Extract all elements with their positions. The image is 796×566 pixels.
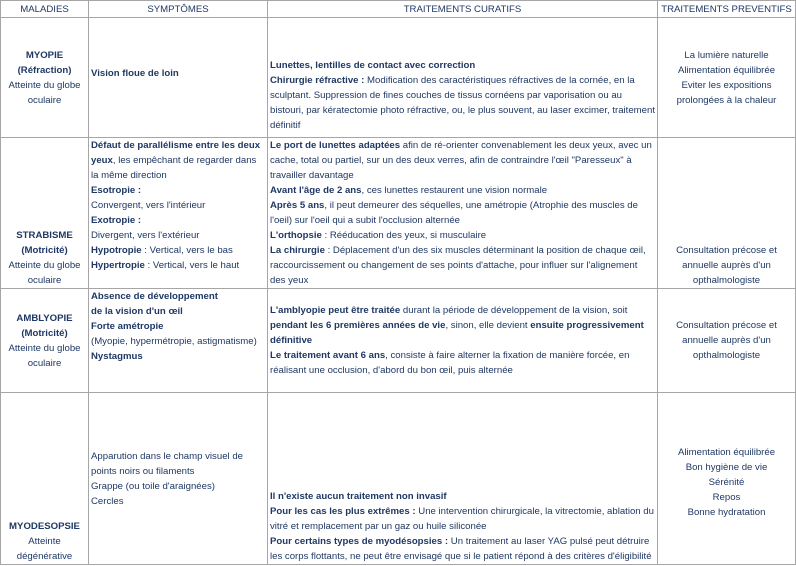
curatif-text: L'amblyopie peut être traitée bbox=[270, 305, 401, 316]
preventif-item: opthalmologiste bbox=[692, 350, 761, 361]
preventifs-cell bbox=[658, 138, 796, 289]
preventif-item: Bonne hydratation bbox=[687, 507, 766, 518]
symptome-text: Grappe (ou toile d'araignées) bbox=[91, 481, 215, 492]
curatif-text: , il peut demeurer des séquelles, une amétropie (Atrophie des muscles de l'oeil) sur l'oeil qui a subit l'occlusion alternée bbox=[270, 200, 638, 226]
preventif-item: Consultation précose et bbox=[676, 245, 777, 256]
curatifs-cell bbox=[268, 393, 658, 565]
symptome-text: (Myopie, hypermétropie, astigmatisme) bbox=[91, 336, 257, 347]
maladie-cell bbox=[1, 138, 89, 289]
preventif-item: La lumière naturelle bbox=[684, 49, 769, 61]
symptomes-cell bbox=[89, 18, 268, 138]
maladie-name: AMBLYOPIE bbox=[16, 312, 73, 324]
curatif-text: Lunettes, lentilles de contact avec correction bbox=[270, 60, 476, 71]
maladie-desc: Atteinte bbox=[28, 536, 61, 547]
header-row bbox=[1, 1, 796, 18]
maladie-desc: Atteinte du globe bbox=[8, 260, 81, 271]
header-traitements-curatifs: TRAITEMENTS CURATIFS bbox=[268, 1, 658, 18]
curatif-text: Chirurgie réfractive : bbox=[270, 75, 365, 86]
curatifs-cell bbox=[268, 289, 658, 393]
header-traitements-preventifs: TRAITEMENTS PREVENTIFS bbox=[658, 1, 796, 18]
symptome-text: Exotropie : bbox=[91, 215, 142, 226]
preventif-item: Eviter les expositions bbox=[681, 79, 772, 91]
curatif-text: Une intervention chirurgicale, la vitrectomie, ablation du vitré et remplacement par un gaz ou huile siliconée bbox=[270, 506, 654, 532]
symptome-text: Nystagmus bbox=[91, 351, 143, 362]
preventifs-cell bbox=[658, 393, 796, 565]
symptome-text: Hypertropie bbox=[91, 260, 145, 271]
preventif-item: Repos bbox=[712, 492, 741, 503]
curatif-text: Modification des caractéristiques réfractives de la cornée, en la sculptant. Suppression de fines couches de tissus cornéens par vaporisation ou au bistouri, par kératectomie photo réfractive, ou, le plus souvent, au laser excimer, traitement définitif bbox=[270, 75, 656, 131]
symptome-text: Forte amétropie bbox=[91, 321, 164, 332]
preventif-item: annuelle auprès d'un bbox=[682, 335, 771, 346]
curatifs-cell bbox=[268, 18, 658, 138]
symptome-text: Esotropie : bbox=[91, 185, 142, 196]
symptomes-cell bbox=[89, 393, 268, 565]
preventif-item: Alimentation équilibrée bbox=[677, 447, 776, 458]
preventif-item: Consultation précose et bbox=[676, 320, 777, 331]
preventif-item: Alimentation équilibrée bbox=[677, 64, 776, 76]
symptome-text: , les empêchant de regarder dans la même direction bbox=[91, 155, 257, 181]
curatif-text: Pour les cas les plus extrêmes : bbox=[270, 506, 416, 517]
maladie-cell bbox=[1, 289, 89, 393]
maladie-type: (Motricité) bbox=[21, 327, 68, 339]
preventif-item: annuelle auprès d'un bbox=[682, 260, 771, 271]
curatif-text: Après 5 ans bbox=[270, 200, 325, 211]
curatif-text: Un traitement au laser YAG pulsé peut détruire les corps flottants, ne peut être envisagé que si le patient répond à des critères d'éligibilité bbox=[270, 536, 652, 562]
header-symptomes: SYMPTÔMES bbox=[89, 1, 268, 18]
table-row bbox=[1, 289, 796, 393]
symptome-text: de la vision d'un œil bbox=[91, 306, 183, 317]
maladie-cell bbox=[1, 393, 89, 565]
symptome-text: Hypotropie bbox=[91, 245, 142, 256]
curatif-text: Le traitement avant 6 ans bbox=[270, 350, 386, 361]
maladie-type: (Motricité) bbox=[21, 245, 68, 256]
curatif-text: pendant les 6 premières années de vie bbox=[270, 320, 446, 331]
table-row bbox=[1, 393, 796, 565]
preventifs-cell bbox=[658, 289, 796, 393]
preventifs-cell bbox=[658, 18, 796, 138]
symptome-text: : Vertical, vers le haut bbox=[144, 260, 240, 271]
curatif-text: , consiste à faire alterner la fixation de manière forcée, en réalisant une occlusion, d'abord du bon œil, puis alternée bbox=[270, 350, 630, 376]
maladie-desc: dégénérative bbox=[16, 551, 73, 562]
curatifs-cell bbox=[268, 138, 658, 289]
curatif-text: durant la période de développement de la vision, soit bbox=[400, 305, 628, 316]
maladie-desc: Atteinte du globe bbox=[8, 79, 81, 91]
symptomes-cell bbox=[89, 138, 268, 289]
symptomes-cell bbox=[89, 289, 268, 393]
symptome-text: Divergent, vers l'extérieur bbox=[91, 230, 200, 241]
symptome-text: Défaut de parallélisme entre les deux yeux bbox=[91, 140, 261, 166]
table-row bbox=[1, 18, 796, 138]
curatif-text: Le port de lunettes adaptées bbox=[270, 140, 401, 151]
symptome-text: Cercles bbox=[91, 496, 124, 507]
maladie-name: MYOPIE bbox=[25, 49, 64, 61]
maladie-name: MYODESOPSIE bbox=[9, 521, 80, 532]
curatif-text: Il n'existe aucun traitement non invasif bbox=[270, 491, 447, 502]
header-maladies: MALADIES bbox=[1, 1, 89, 18]
maladie-desc: oculaire bbox=[27, 275, 62, 286]
symptome-text: Absence de développement bbox=[91, 291, 218, 302]
maladie-name: STRABISME bbox=[16, 230, 73, 241]
curatif-text: afin de ré-orienter convenablement les deux yeux, avec un cache, total ou partiel, sur un des deux verres, afin de contraindre l'œil "Paresseux" à travailler davantage bbox=[270, 140, 652, 181]
symptome-text: Apparution dans le champ visuel de points noirs ou filaments bbox=[91, 451, 243, 477]
maladie-desc: oculaire bbox=[27, 94, 62, 106]
symptome-text: Convergent, vers l'intérieur bbox=[91, 200, 206, 211]
symptome-text: Vision floue de loin bbox=[91, 68, 179, 79]
maladie-desc: oculaire bbox=[27, 357, 62, 369]
preventif-item: Sérénité bbox=[708, 477, 745, 488]
maladie-cell bbox=[1, 18, 89, 138]
preventif-item: prolongées à la chaleur bbox=[676, 94, 777, 106]
symptome-text: : Vertical, vers le bas bbox=[141, 245, 233, 256]
preventif-item: opthalmologiste bbox=[692, 275, 761, 286]
curatif-text: ensuite progressivement définitive bbox=[270, 320, 644, 346]
preventif-item: Bon hygiène de vie bbox=[685, 462, 768, 473]
curatif-text: , sinon, elle devient bbox=[445, 320, 531, 331]
curatif-text: Avant l'âge de 2 ans bbox=[270, 185, 362, 196]
curatif-text: La chirurgie bbox=[270, 245, 325, 256]
curatif-text: : Rééducation des yeux, si musculaire bbox=[321, 230, 487, 241]
curatif-text: , ces lunettes restaurent une vision normale bbox=[361, 185, 548, 196]
maladie-desc: Atteinte du globe bbox=[8, 342, 81, 354]
maladie-type: (Réfraction) bbox=[17, 64, 72, 76]
table-row bbox=[1, 138, 796, 289]
curatif-text: L'orthopsie bbox=[270, 230, 322, 241]
curatif-text: Pour certains types de myodésopsies : bbox=[270, 536, 449, 547]
curatif-text: : Déplacement d'un des six muscles déterminant la position de chaque œil, raccourcissement ou changement de ses points d'attache, pour influer sur l'alignement des yeux bbox=[270, 245, 646, 286]
